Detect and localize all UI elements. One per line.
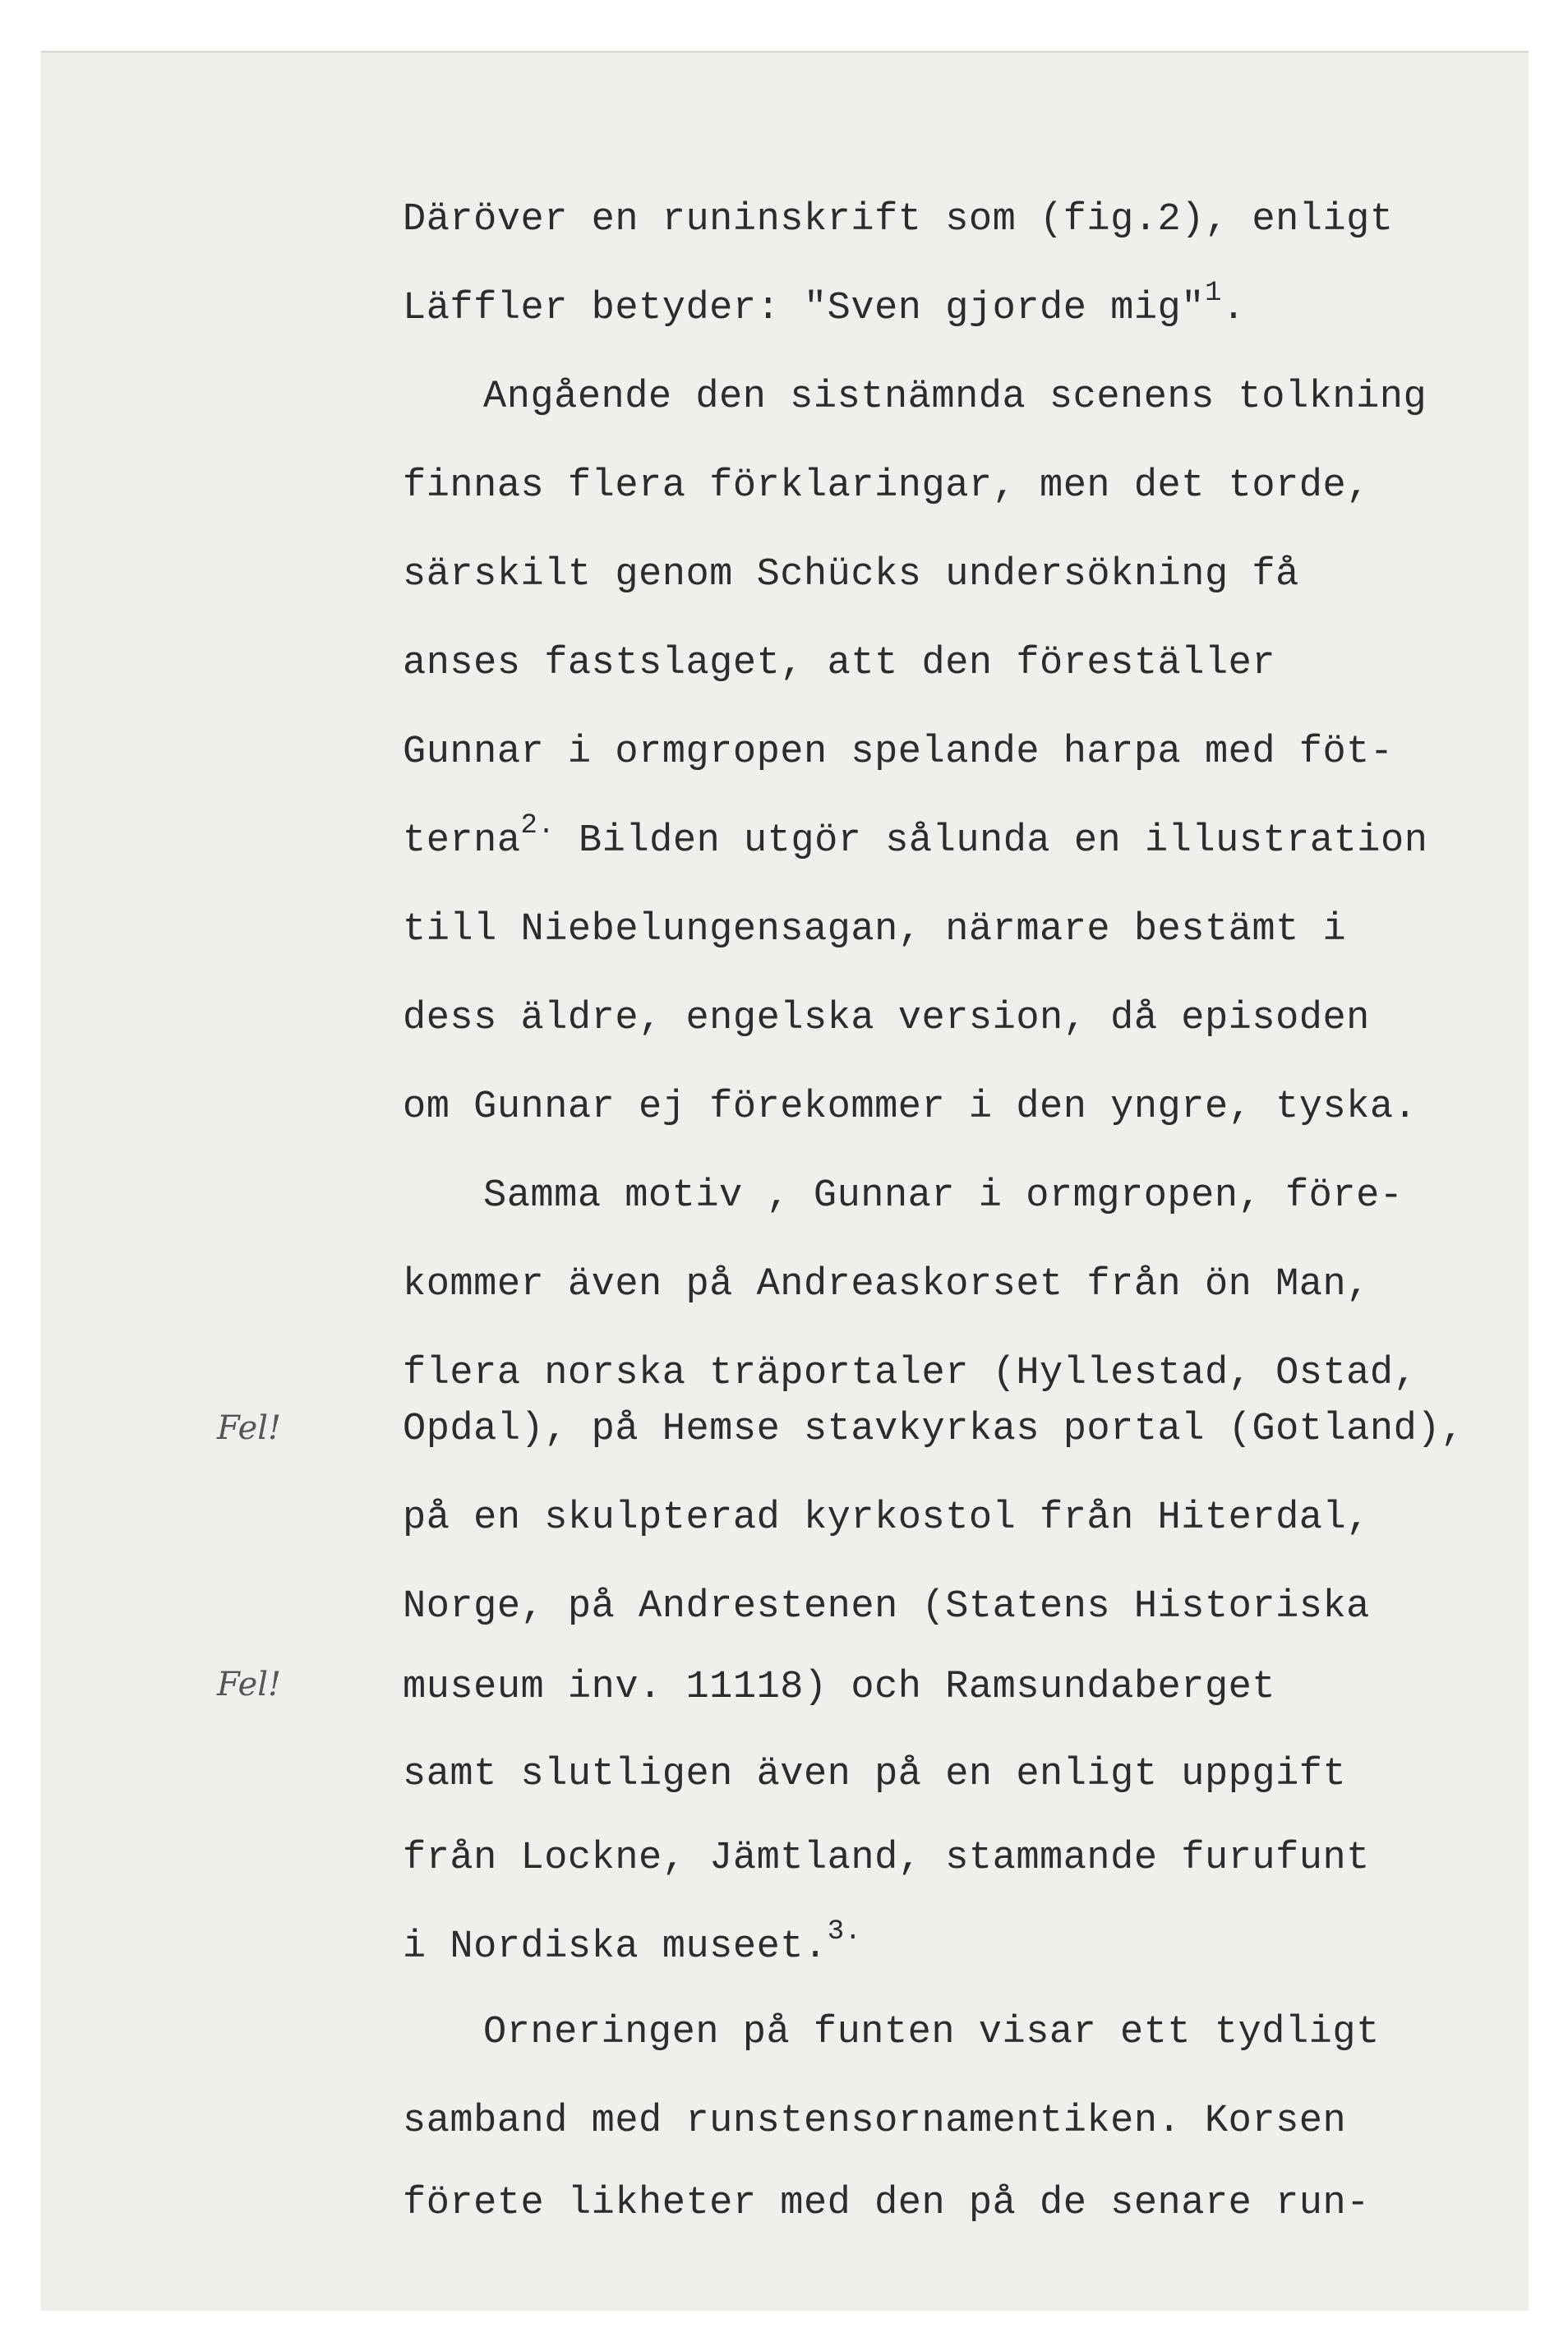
- typewritten-sheet: [41, 51, 1529, 2311]
- text-line-5: särskilt genom Schücks undersökning få: [403, 553, 1299, 597]
- text-line-2: [403, 278, 1246, 330]
- text-line-11: om Gunnar ej förekommer i den yngre, tyska.: [403, 1086, 1418, 1129]
- footnote-marker-1: 1: [1204, 278, 1222, 309]
- text-line-17: Norge, på Andrestenen (Statens Historiska: [403, 1585, 1370, 1629]
- text-line-18: museum inv. 11118) och Ramsundaberget: [403, 1666, 1276, 1709]
- text-line-24: förete likheter med den på de senare run-: [403, 2182, 1370, 2225]
- text-line-16: på en skulpterad kyrkostol från Hiterdal,: [403, 1496, 1370, 1540]
- text-line-8-start: terna: [403, 819, 521, 863]
- margin-note-1: Fel!: [217, 1409, 282, 1447]
- text-line-8-rest: Bilden utgör sålunda en illustration: [555, 819, 1428, 863]
- text-line-3: Angående den sistnämnda scenens tolkning: [483, 376, 1427, 419]
- text-line-1: Däröver en runinskrift som (fig.2), enligt: [403, 198, 1394, 242]
- text-line-2-period: .: [1221, 287, 1246, 330]
- text-line-4: finnas flera förklaringar, men det torde,: [403, 464, 1370, 508]
- text-line-13: kommer även på Andreaskorset från ön Man,: [403, 1263, 1370, 1307]
- text-line-14: flera norska träportaler (Hyllestad, Ostad,: [403, 1352, 1418, 1395]
- footnote-marker-3: 3.: [827, 1916, 862, 1948]
- text-line-12: Samma motiv , Gunnar i ormgropen, före-: [483, 1174, 1404, 1218]
- text-line-7: Gunnar i ormgropen spelande harpa med föt-: [403, 731, 1394, 774]
- text-line-6: anses fastslaget, att den föreställer: [403, 642, 1276, 685]
- text-line-2-text: Läffler betyder: "Sven gjorde mig": [403, 287, 1205, 330]
- text-line-8: [403, 810, 1428, 863]
- text-line-21-text: i Nordiska museet.: [403, 1925, 828, 1969]
- text-line-9: till Niebelungensagan, närmare bestämt i: [403, 908, 1347, 952]
- text-line-20: från Lockne, Jämtland, stammande furufunt: [403, 1837, 1370, 1880]
- margin-note-2: Fel!: [217, 1666, 282, 1703]
- text-line-19: samt slutligen även på en enligt uppgift: [403, 1753, 1347, 1796]
- text-line-22: Orneringen på funten visar ett tydligt: [483, 2011, 1380, 2054]
- footnote-marker-2: 2.: [520, 810, 556, 841]
- text-line-21: [403, 1916, 862, 1969]
- text-line-23: samband med runstensornamentiken. Korsen: [403, 2100, 1347, 2143]
- text-line-10: dess äldre, engelska version, då episoden: [403, 997, 1370, 1040]
- text-line-15: Opdal), på Hemse stavkyrkas portal (Gotland),: [403, 1408, 1464, 1451]
